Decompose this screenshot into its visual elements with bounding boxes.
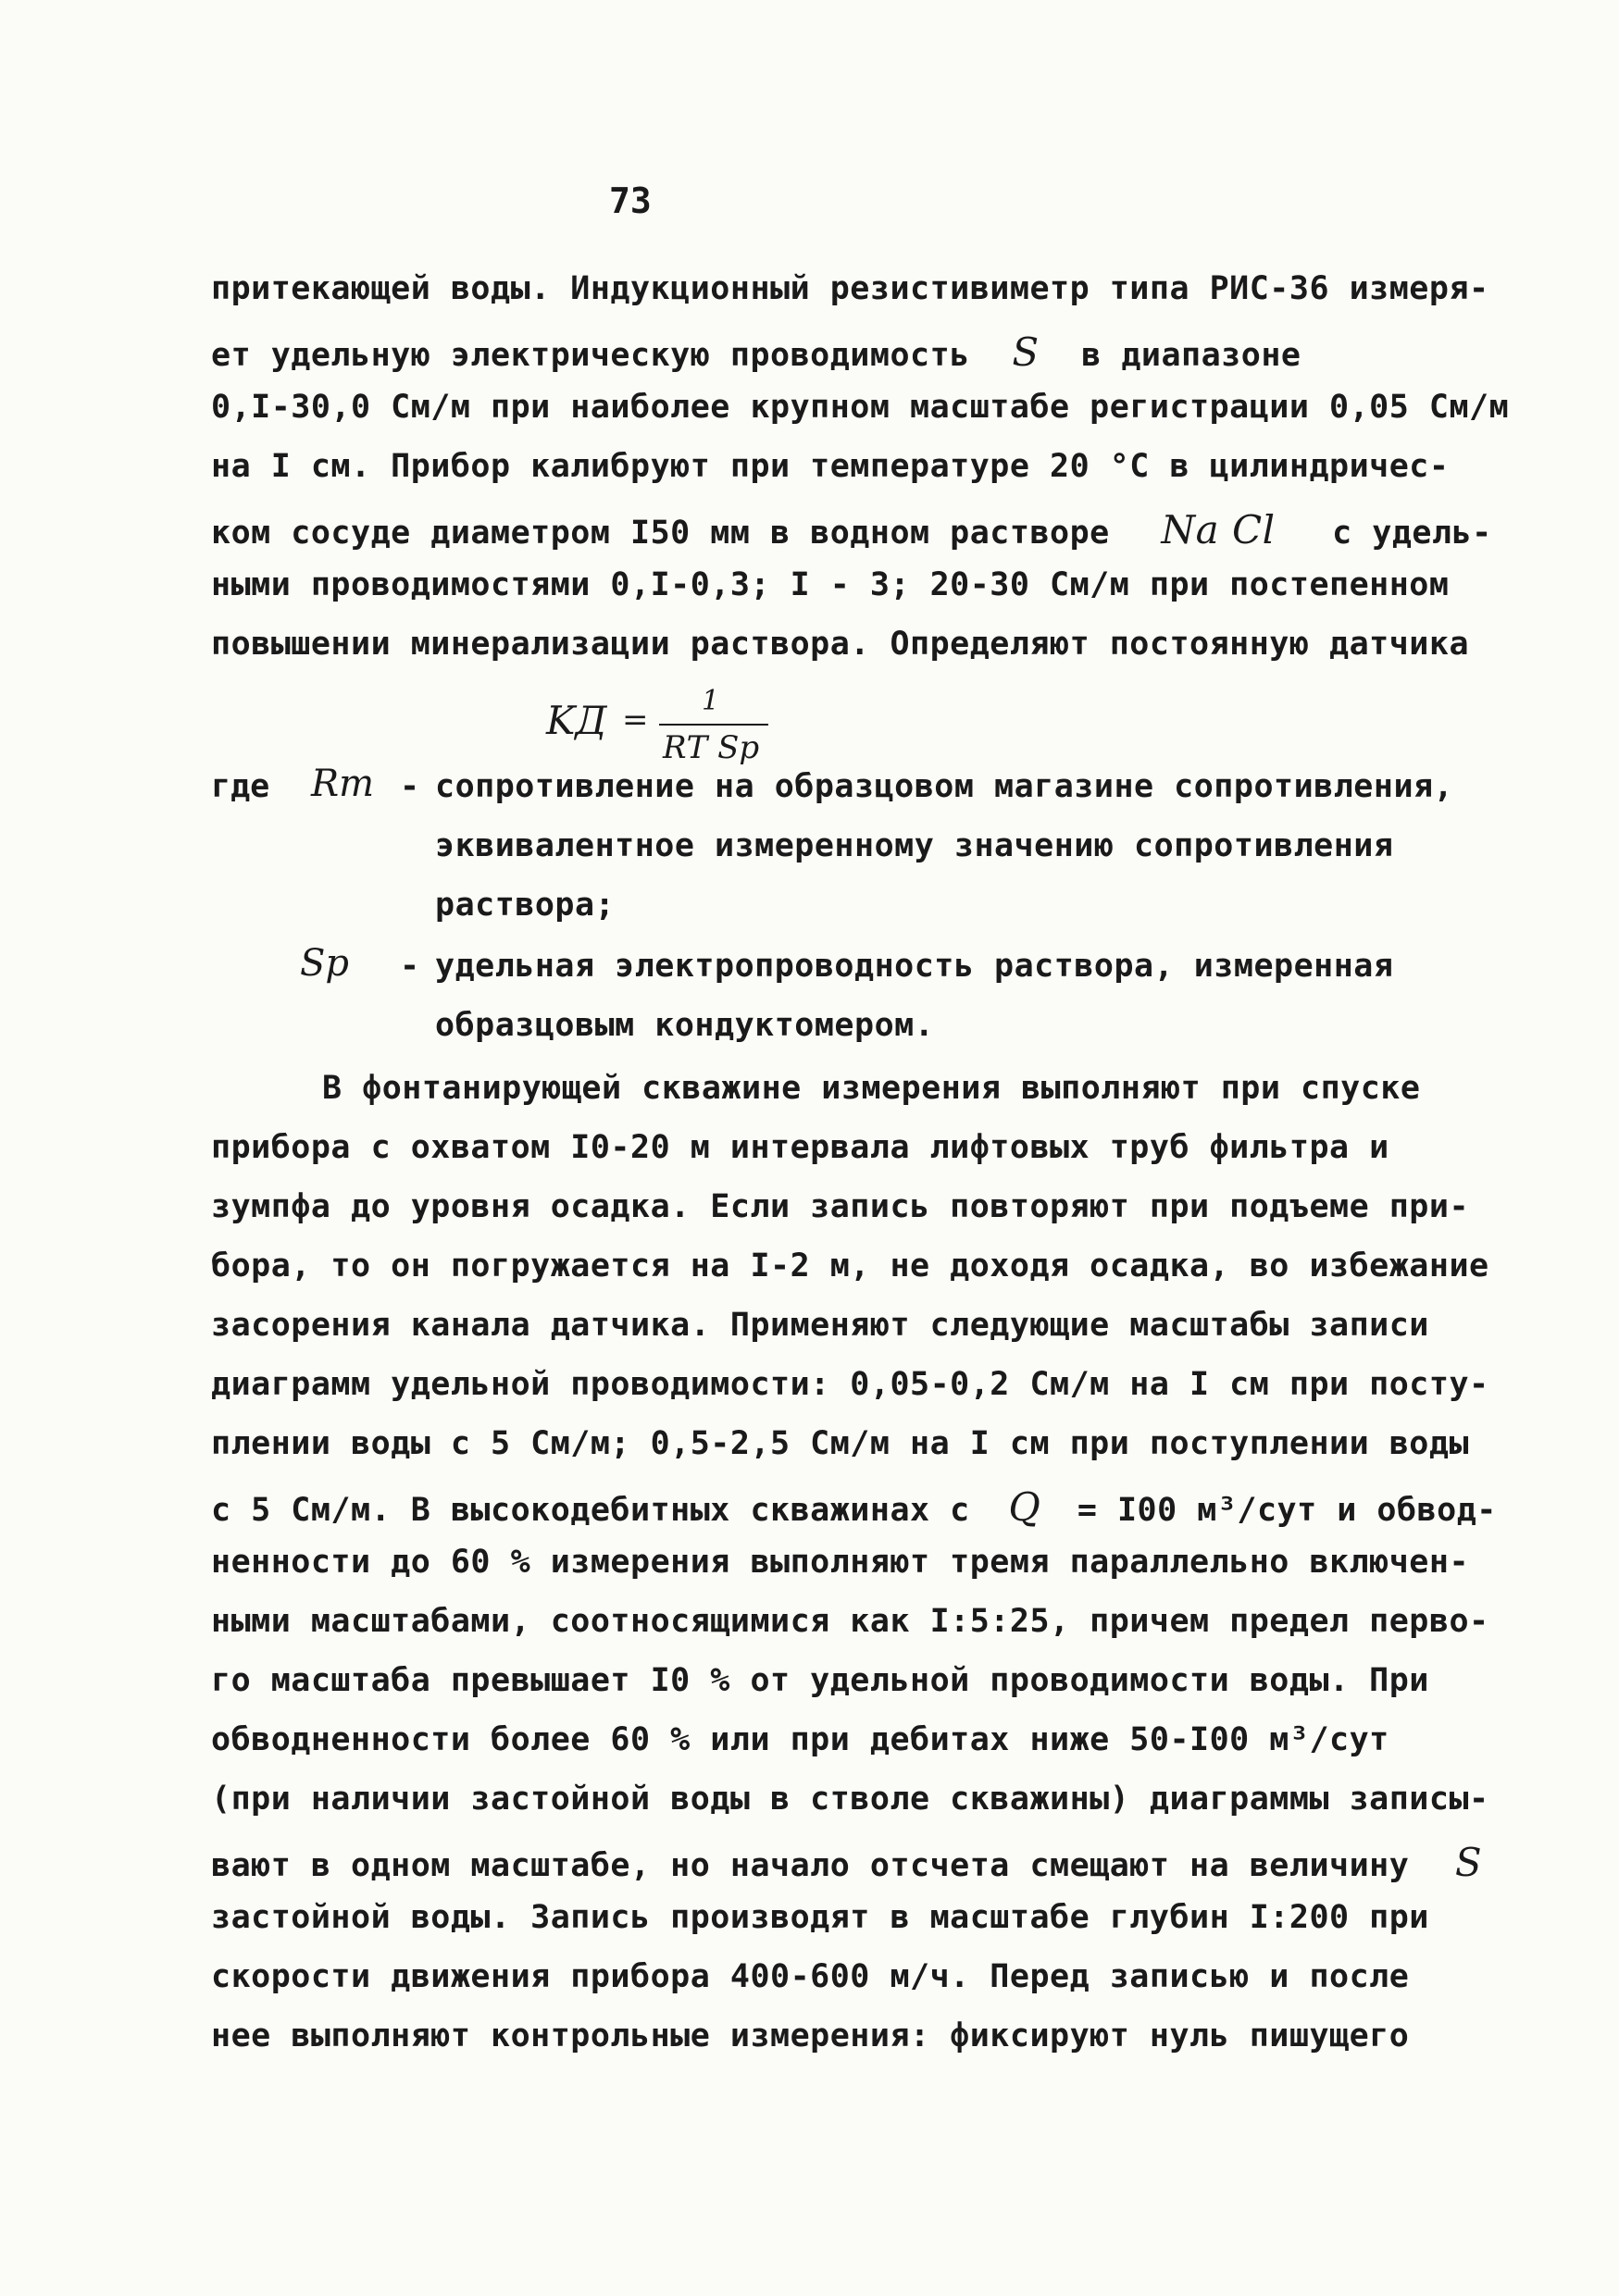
definition-line: раствора;	[435, 887, 616, 924]
text-fragment: с 5 См/м. В высокодебитных скважинах с	[211, 1492, 970, 1529]
text-line: нее выполняют контрольные измерения: фиксируют нуль пишущего	[211, 2017, 1410, 2054]
text-fragment: ком сосуде диаметром I50 мм в водном растворе	[211, 515, 1110, 552]
text-line: повышении минерализации раствора. Определяют постоянную датчика	[211, 626, 1470, 663]
definition-symbol: Sр	[300, 942, 350, 985]
text-fragment: ет удельную электрическую проводимость	[211, 337, 970, 374]
conductivity-symbol: S	[1012, 329, 1040, 375]
definition-line: образцовым кондуктомером.	[435, 1007, 935, 1044]
text-line: диаграмм удельной проводимости: 0,05-0,2 См/м на I см при посту-	[211, 1366, 1489, 1403]
text-line	[211, 507, 1492, 552]
formula-lhs: KД	[546, 698, 607, 743]
text-line: скорости движения прибора 400-600 м/ч. Перед записью и после	[211, 1958, 1410, 1995]
formula-denominator: RТ Sр	[663, 729, 760, 766]
text-line: притекающей воды. Индукционный резистивиметр типа РИС-36 измеря-	[211, 270, 1489, 307]
nacl-formula: Na Cl	[1161, 507, 1276, 552]
definition-line: эквивалентное измеренному значению сопротивления	[435, 827, 1394, 864]
definition-line: сопротивление на образцовом магазине сопротивления,	[435, 768, 1454, 805]
text-line: засорения канала датчика. Применяют следующие масштабы записи	[211, 1307, 1429, 1344]
text-line: зумпфа до уровня осадка. Если запись повторяют при подъеме при-	[211, 1188, 1470, 1225]
text-line	[211, 1840, 1483, 1885]
fraction-bar	[659, 724, 768, 726]
text-line: ненности до 60 % измерения выполняют тремя параллельно включен-	[211, 1544, 1470, 1581]
sensor-constant-formula	[546, 685, 787, 777]
definition-dash: -	[400, 768, 420, 805]
conductivity-symbol: S	[1454, 1840, 1483, 1885]
text-line: го масштаба превышает I0 % от удельной проводимости воды. При	[211, 1662, 1429, 1699]
definition-dash: -	[400, 948, 420, 985]
text-line: обводненности более 60 % или при дебитах ниже 50-I00 м³/сут	[211, 1721, 1389, 1758]
flow-rate-symbol: Q	[1008, 1484, 1041, 1530]
page-number: 73	[609, 180, 652, 221]
text-line: застойной воды. Запись производят в масштабе глубин I:200 при	[211, 1899, 1429, 1936]
text-fragment: вают в одном масштабе, но начало отсчета смещают на величину	[211, 1847, 1410, 1884]
text-line: бора, то он погружается на I-2 м, не доходя осадка, во избежание	[211, 1247, 1489, 1285]
text-line: на I см. Прибор калибруют при температуре 20 °С в цилиндричес-	[211, 448, 1450, 485]
text-line: (при наличии застойной воды в стволе скважины) диаграммы записы-	[211, 1781, 1489, 1818]
where-label: где	[211, 768, 270, 805]
text-line: В фонтанирующей скважине измерения выполняют при спуске	[322, 1070, 1421, 1107]
text-line: ными масштабами, соотносящимися как I:5:25, причем предел перво-	[211, 1603, 1489, 1640]
text-fragment: с удель-	[1332, 515, 1492, 552]
text-line	[211, 1484, 1497, 1530]
text-line	[211, 329, 1451, 375]
definition-symbol: Rт	[311, 763, 375, 805]
text-line: 0,I-30,0 См/м при наиболее крупном масштабе регистрации 0,05 См/м	[211, 389, 1510, 426]
formula-numerator: 1	[702, 685, 720, 717]
text-fragment: в диапазоне	[1081, 337, 1301, 374]
text-fragment: = I00 м³/сут и обвод-	[1077, 1492, 1497, 1529]
formula-equals: =	[622, 701, 649, 738]
text-line: прибора с охватом I0-20 м интервала лифтовых труб фильтра и	[211, 1129, 1389, 1166]
definition-line: удельная электропроводность раствора, измеренная	[435, 948, 1394, 985]
text-line: плении воды с 5 См/м; 0,5-2,5 См/м на I см при поступлении воды	[211, 1425, 1470, 1462]
text-line: ными проводимостями 0,I-0,3; I - 3; 20-30 См/м при постепенном	[211, 566, 1450, 603]
